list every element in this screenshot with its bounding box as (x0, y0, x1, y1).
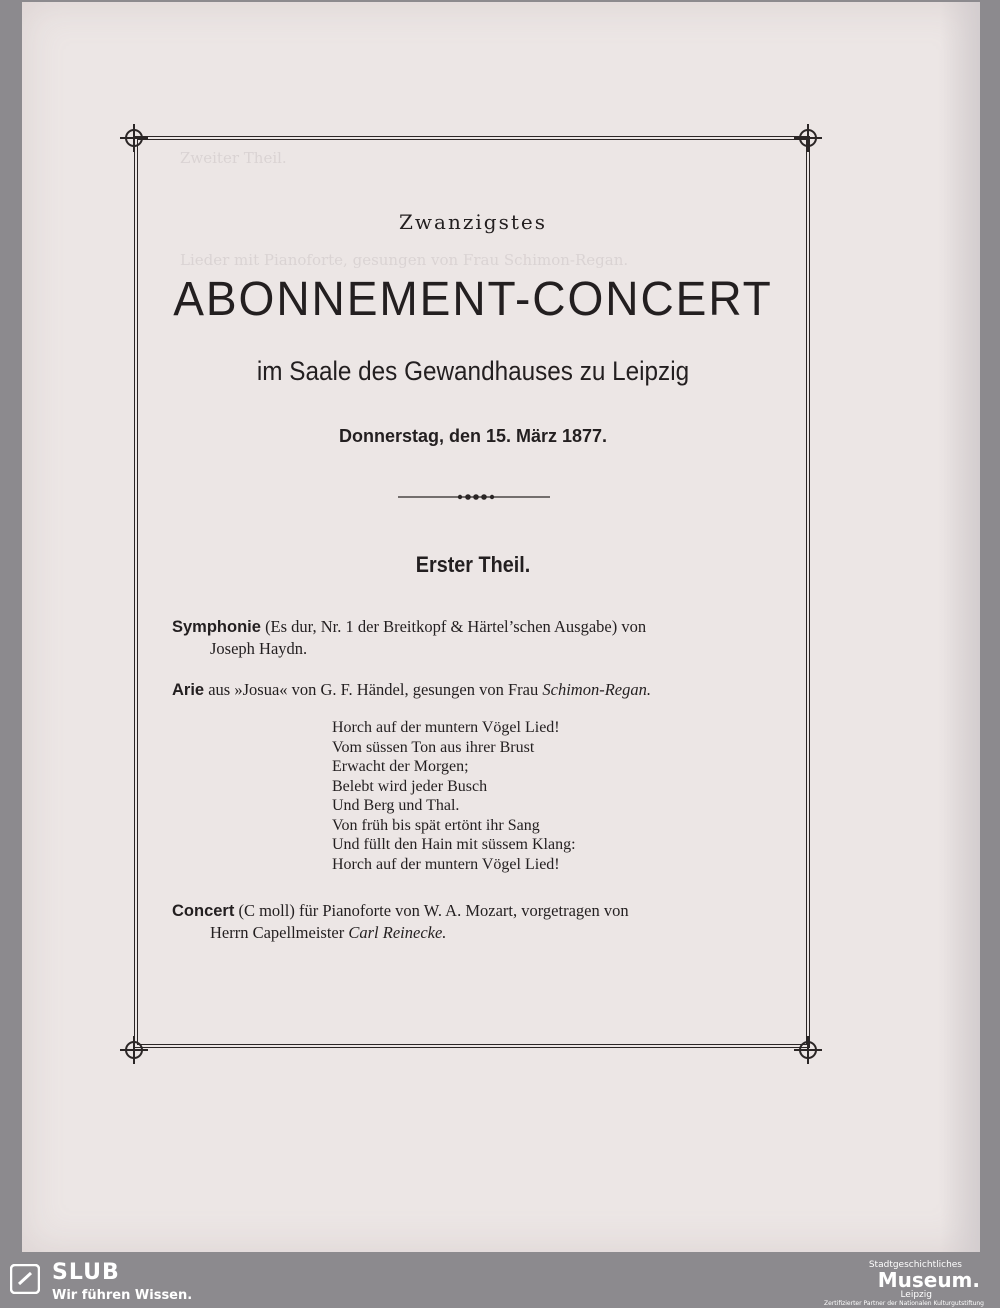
lyric-line: Und Berg und Thal. (332, 797, 460, 814)
museum-prefix: Stadtgeschichtliches (868, 1260, 962, 1270)
part-heading: Erster Theil. (415, 552, 531, 577)
item-text: (Es dur, Nr. 1 der Breitkopf & Härtel’schen Ausgabe) von (260, 617, 647, 636)
item-composer: Joseph Haydn. (210, 639, 308, 658)
venue-line: im Saale des Gewandhauses zu Leipzig (256, 356, 690, 386)
lyric-line: Horch auf der muntern Vögel Lied! (332, 719, 560, 736)
item-text: (C moll) für Pianoforte von W. A. Mozart, vorgetragen von (234, 901, 629, 920)
item-label: Arie (172, 681, 205, 699)
lyric-line: Belebt wird jeder Busch (332, 777, 488, 795)
page-title: ABONNEMENT-CONCERT (173, 273, 773, 326)
corner-ornament-icon (794, 1036, 822, 1064)
corner-ornament-icon (794, 124, 822, 152)
museum-name[interactable]: Museum. (877, 1268, 980, 1292)
museum-certificate: Zertifizierter Partner der Nationalen Kulturgutstiftung (824, 1300, 984, 1307)
concert-number: Zwanzigstes (399, 210, 547, 234)
lyric-line: Horch auf der muntern Vögel Lied! (332, 855, 560, 873)
performer-prefix: Herrn Capellmeister (210, 923, 349, 942)
footer-bar (0, 1258, 1000, 1308)
singer-name: Schimon-Regan. (542, 680, 651, 699)
library-tagline: Wir führen Wissen. (52, 1288, 193, 1303)
museum-city: Leipzig (900, 1290, 932, 1300)
lyric-line: Erwacht der Morgen; (332, 758, 469, 775)
lyric-line: Vom süssen Ton aus ihrer Brust (332, 738, 535, 756)
show-through-text: Zweiter Theil. Lieder mit Pianoforte, gesungen von Frau Schimon-Regan. (180, 150, 629, 269)
divider-ornament-icon (398, 492, 550, 502)
corner-ornament-icon (120, 1036, 148, 1064)
corner-ornament-icon (120, 124, 148, 152)
performer-name: Carl Reinecke. (348, 923, 447, 942)
program-item-concert (172, 900, 774, 944)
lyric-line: Und füllt den Hain mit süssem Klang: (332, 836, 576, 853)
library-name[interactable]: SLUB (52, 1260, 120, 1285)
program-item-arie (172, 679, 774, 701)
slub-logo-icon[interactable] (10, 1264, 40, 1294)
lyric-line: Von früh bis spät ertönt ihr Sang (332, 816, 540, 834)
aria-lyrics (332, 718, 576, 874)
concert-date: Donnerstag, den 15. März 1877. (338, 426, 608, 446)
item-label: Concert (172, 902, 235, 920)
item-label: Symphonie (172, 618, 261, 636)
program-item-symphonie (172, 616, 774, 660)
item-text: aus »Josua« von G. F. Händel, gesungen von Frau (204, 680, 543, 699)
